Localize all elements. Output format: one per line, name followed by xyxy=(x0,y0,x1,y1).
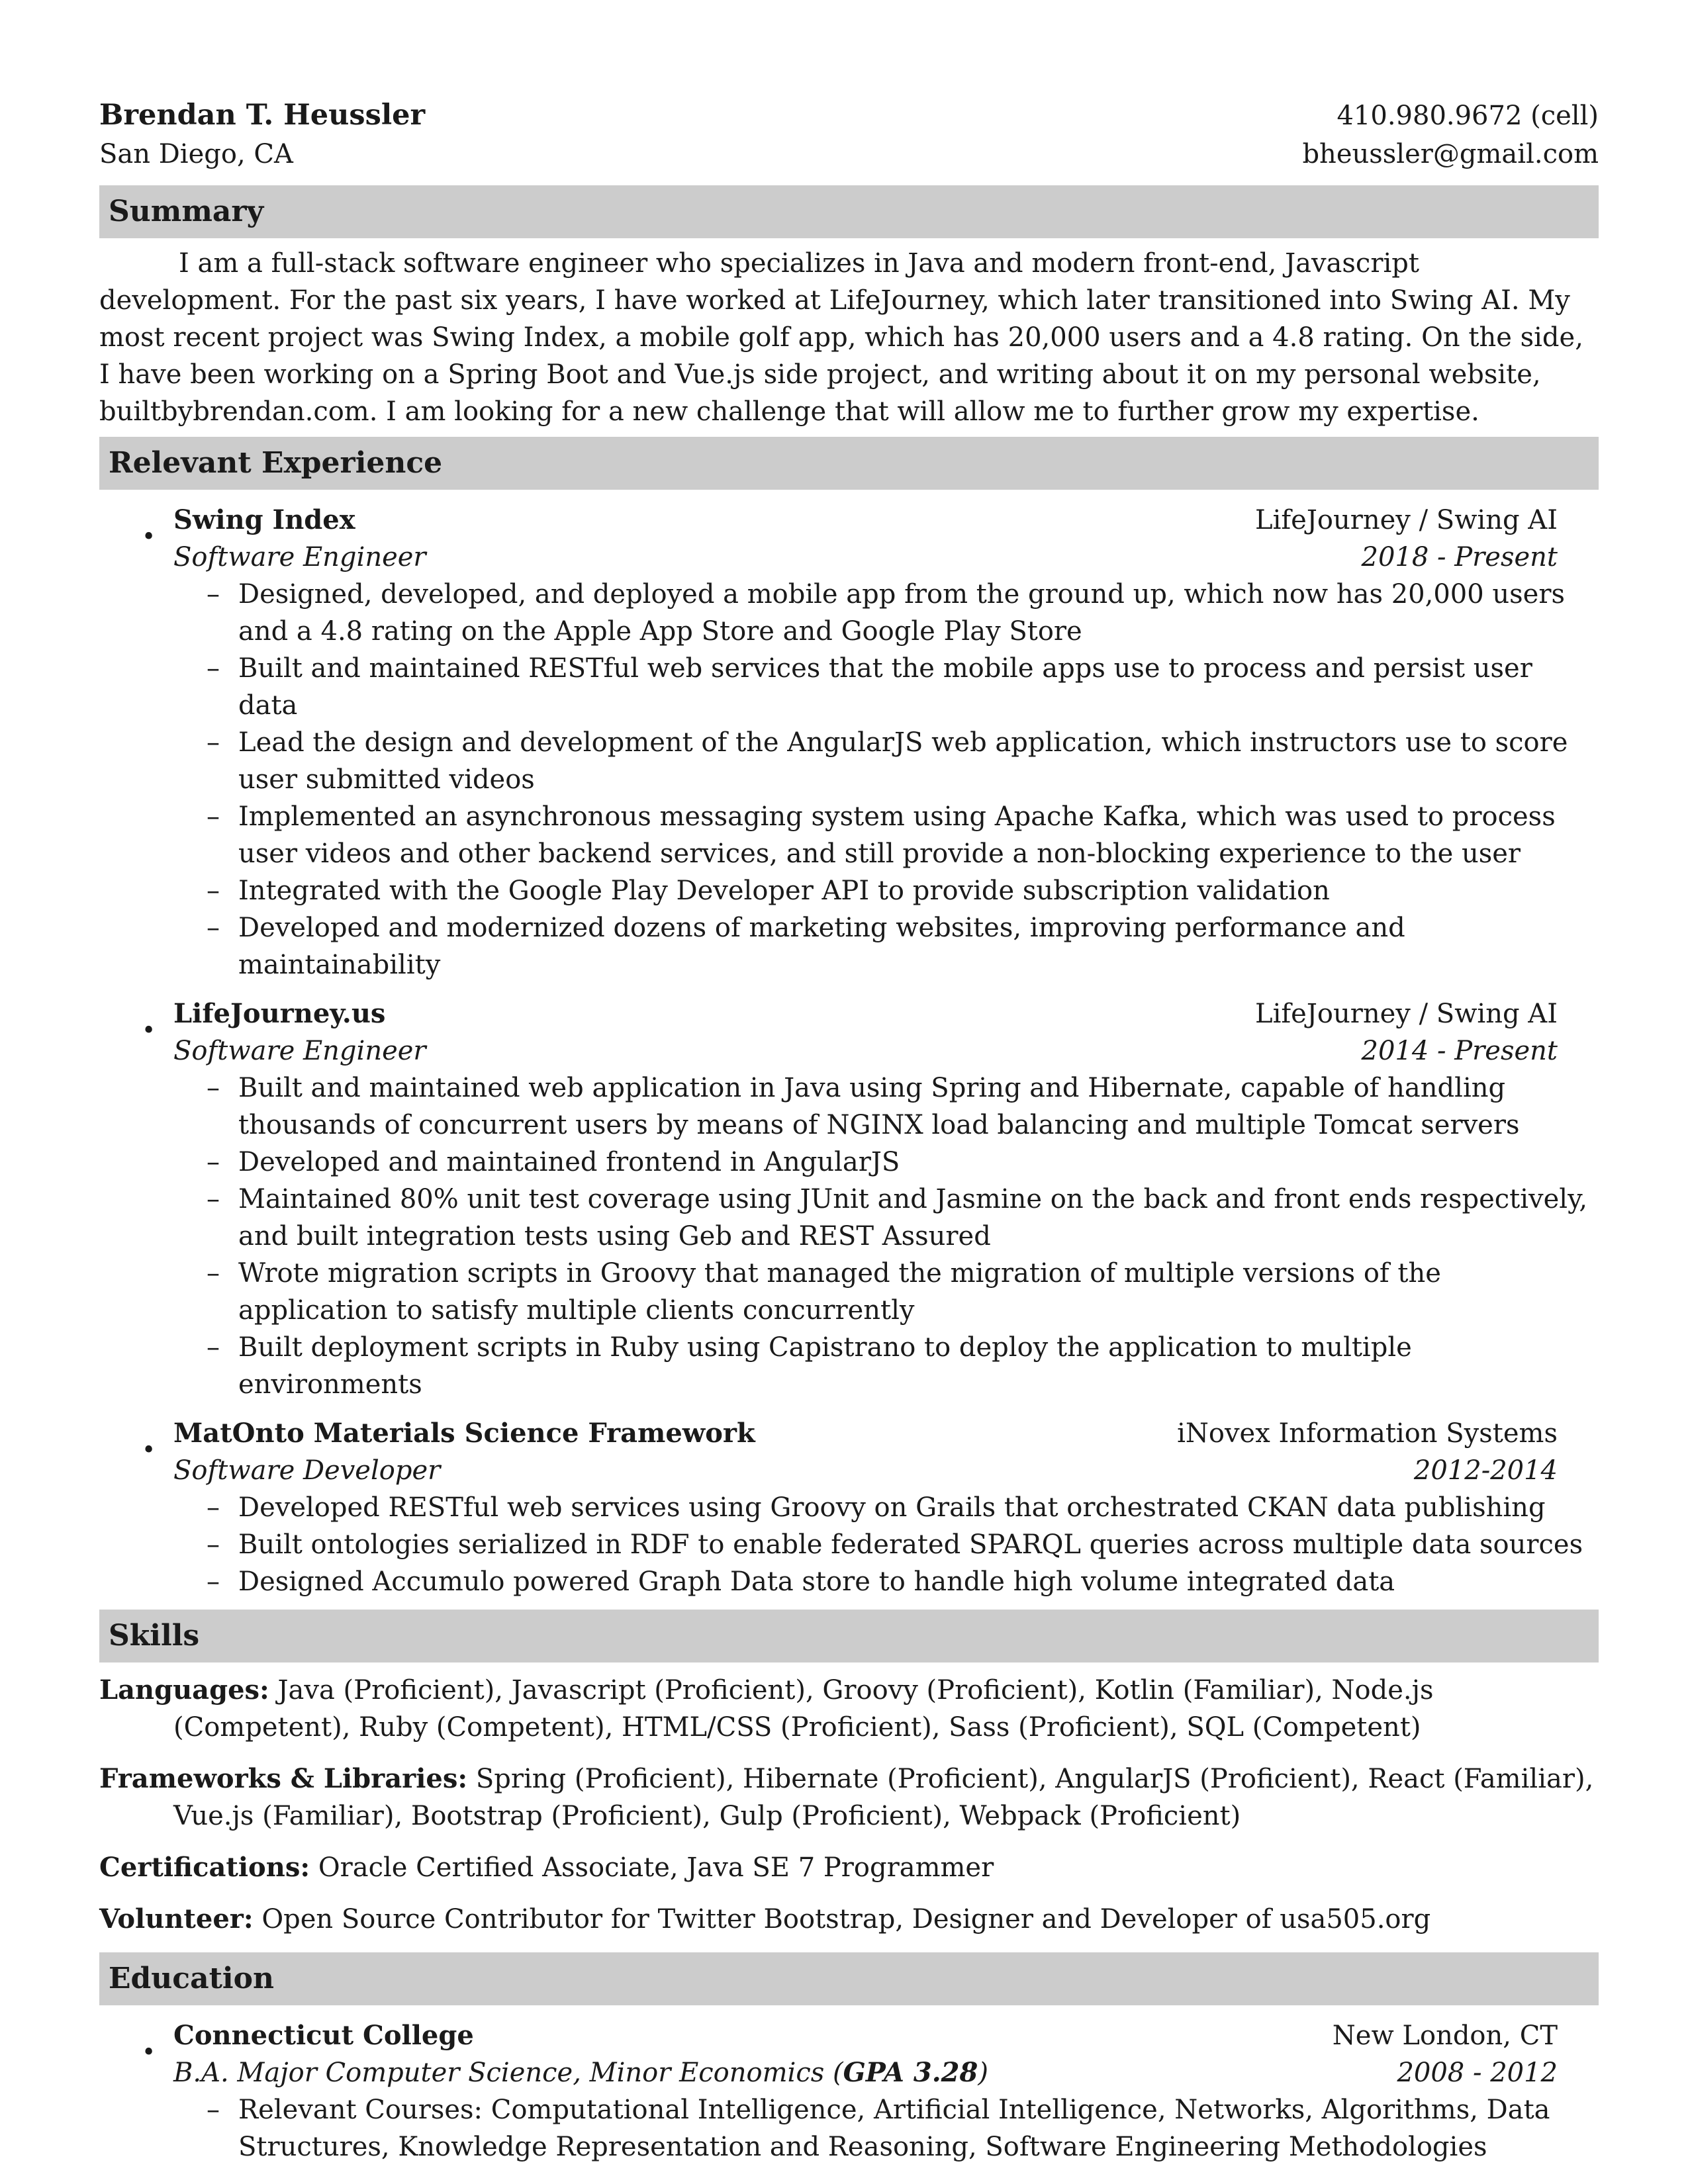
bullet-icon: • xyxy=(142,2039,156,2066)
section-header-summary: Summary xyxy=(99,185,1599,238)
list-item: – Integrated with the Google Play Developer API to provide subscription validation xyxy=(173,872,1599,909)
experience-entry xyxy=(142,1415,1583,1600)
bullet-icon: • xyxy=(142,1017,156,1044)
list-item: – Wrote migration scripts in Groovy that managed the migration of multiple versions of the application to satisfy multiple clients concurrently xyxy=(173,1255,1599,1329)
entry-title-row xyxy=(173,502,1558,539)
entry-role: Software Engineer xyxy=(173,542,426,572)
entry-title-row xyxy=(173,1415,1558,1452)
entry-organization: LifeJourney / Swing AI xyxy=(1255,999,1558,1029)
entry-role-row xyxy=(173,1032,1558,1069)
skill-text: Java (Proficient), Javascript (Proficient), Groovy (Proficient), Kotlin (Familiar), Node.js (Competent), Ruby (Competent), HTML/CSS (Proficient), Sass (Proficient), SQL (Competent) xyxy=(173,1675,1434,1743)
list-item: – Maintained 80% unit test coverage using JUnit and Jasmine on the back and front ends respectively, and built integration tests using Geb and REST Assured xyxy=(173,1181,1599,1255)
entry-title: Swing Index xyxy=(173,504,355,535)
list-item: – Relevant Courses: Computational Intelligence, Artificial Intelligence, Networks, Algorithms, Data Structures, Knowledge Representation and Reasoning, Software Engineering Methodologies xyxy=(173,2091,1599,2165)
list-item: – Implemented an asynchronous messaging system using Apache Kafka, which was used to process user videos and other backend services, and still provide a non-blocking experience to the user xyxy=(173,798,1599,872)
entry-degree-row xyxy=(173,2054,1558,2091)
skill-text: Spring (Proficient), Hibernate (Proficient), AngularJS (Proficient), React (Familiar), Vue.js (Familiar), Bootstrap (Proficient), Gulp (Proficient), Webpack (Proficient) xyxy=(173,1764,1594,1831)
list-item: – Built deployment scripts in Ruby using Capistrano to deploy the application to multiple environments xyxy=(173,1329,1599,1403)
entry-dates: 2012-2014 xyxy=(1413,1455,1558,1486)
entry-organization: iNovex Information Systems xyxy=(1177,1418,1558,1449)
list-item: – Lead the design and development of the AngularJS web application, which instructors use to score user submitted videos xyxy=(173,724,1599,798)
entry-role-row xyxy=(173,1452,1558,1489)
list-item: – Developed RESTful web services using Groovy on Grails that orchestrated CKAN data publishing xyxy=(173,1489,1599,1526)
entry-dates: 2014 - Present xyxy=(1361,1036,1558,1066)
skill-label: Certifications: xyxy=(99,1852,310,1883)
entry-items xyxy=(173,1069,1599,1403)
entry-items xyxy=(173,576,1599,983)
entry-title: MatOnto Materials Science Framework xyxy=(173,1418,755,1449)
bullet-icon: • xyxy=(142,523,156,551)
skill-text: Open Source Contributor for Twitter Bootstrap, Designer and Developer of usa505.org xyxy=(261,1904,1431,1934)
skill-frameworks xyxy=(99,1760,1599,1835)
list-item: – Developed and maintained frontend in AngularJS xyxy=(173,1144,1599,1181)
skill-certifications xyxy=(99,1849,1599,1886)
skill-label: Languages: xyxy=(99,1674,269,1706)
entry-organization: LifeJourney / Swing AI xyxy=(1255,505,1558,535)
bullet-icon: • xyxy=(142,1437,156,1464)
list-item: – Designed, developed, and deployed a mobile app from the ground up, which now has 20,000 users and a 4.8 rating on the Apple App Store and Google Play Store xyxy=(173,576,1599,650)
entry-title-row xyxy=(173,995,1558,1032)
entry-role: Software Developer xyxy=(173,1455,441,1486)
experience-entry xyxy=(142,995,1588,1403)
phone-number: 410.980.9672 (cell) xyxy=(1336,101,1599,131)
section-header-experience: Relevant Experience xyxy=(99,437,1599,490)
entry-role-row xyxy=(173,539,1558,576)
section-header-skills: Skills xyxy=(99,1610,1599,1662)
skill-text: Oracle Certified Associate, Java SE 7 Programmer xyxy=(318,1852,994,1883)
entry-items xyxy=(173,1489,1599,1600)
degree: B.A. Major Computer Science, Minor Economics (GPA 3.28) xyxy=(173,2057,988,2088)
entry-role: Software Engineer xyxy=(173,1036,426,1066)
school-location: New London, CT xyxy=(1332,2021,1558,2051)
list-item: – Built ontologies serialized in RDF to enable federated SPARQL queries across multiple data sources xyxy=(173,1526,1599,1563)
entry-items xyxy=(173,2091,1599,2165)
entry-title: LifeJourney.us xyxy=(173,998,386,1029)
entry-title-row xyxy=(173,2017,1558,2054)
skill-label: Frameworks & Libraries: xyxy=(99,1763,468,1794)
header-row-1 xyxy=(99,96,1599,135)
list-item: – Built and maintained web application in Java using Spring and Hibernate, capable of handling thousands of concurrent users by means of NGINX load balancing and multiple Tomcat servers xyxy=(173,1069,1599,1144)
summary-text: I am a full-stack software engineer who specializes in Java and modern front-end, Javascript development. For the past six years, I have worked at LifeJourney, which later transitioned into Swing AI. My most recent project was Swing Index, a mobile golf app, which has 20,000 users and a 4.8 rating. On the side, I have been working on a Spring Boot and Vue.js side project, and writing about it on my personal website, builtbybrendan.com. I am looking for a new challenge that will allow me to further grow my expertise. xyxy=(99,248,1583,427)
resume-content xyxy=(99,96,1599,2165)
skill-label: Volunteer: xyxy=(99,1903,254,1934)
email-address: bheussler@gmail.com xyxy=(1302,139,1599,169)
entry-dates: 2008 - 2012 xyxy=(1397,2058,1558,2088)
location: San Diego, CA xyxy=(99,139,293,169)
gpa: GPA 3.28 xyxy=(843,2057,978,2088)
section-header-education: Education xyxy=(99,1952,1599,2005)
header-row-2 xyxy=(99,135,1599,173)
experience-entry xyxy=(142,502,1568,983)
list-item: – Designed Accumulo powered Graph Data store to handle high volume integrated data xyxy=(173,1563,1599,1600)
list-item: – Developed and modernized dozens of marketing websites, improving performance and maintainability xyxy=(173,909,1599,983)
education-entry xyxy=(142,2017,1558,2165)
skills-list xyxy=(99,1672,1599,1938)
candidate-name: Brendan T. Heussler xyxy=(99,99,426,132)
school-name: Connecticut College xyxy=(173,2020,474,2051)
entry-dates: 2018 - Present xyxy=(1361,542,1558,572)
skill-languages xyxy=(99,1672,1599,1746)
list-item: – Built and maintained RESTful web services that the mobile apps use to process and persist user data xyxy=(173,650,1599,724)
skill-volunteer xyxy=(99,1901,1599,1938)
